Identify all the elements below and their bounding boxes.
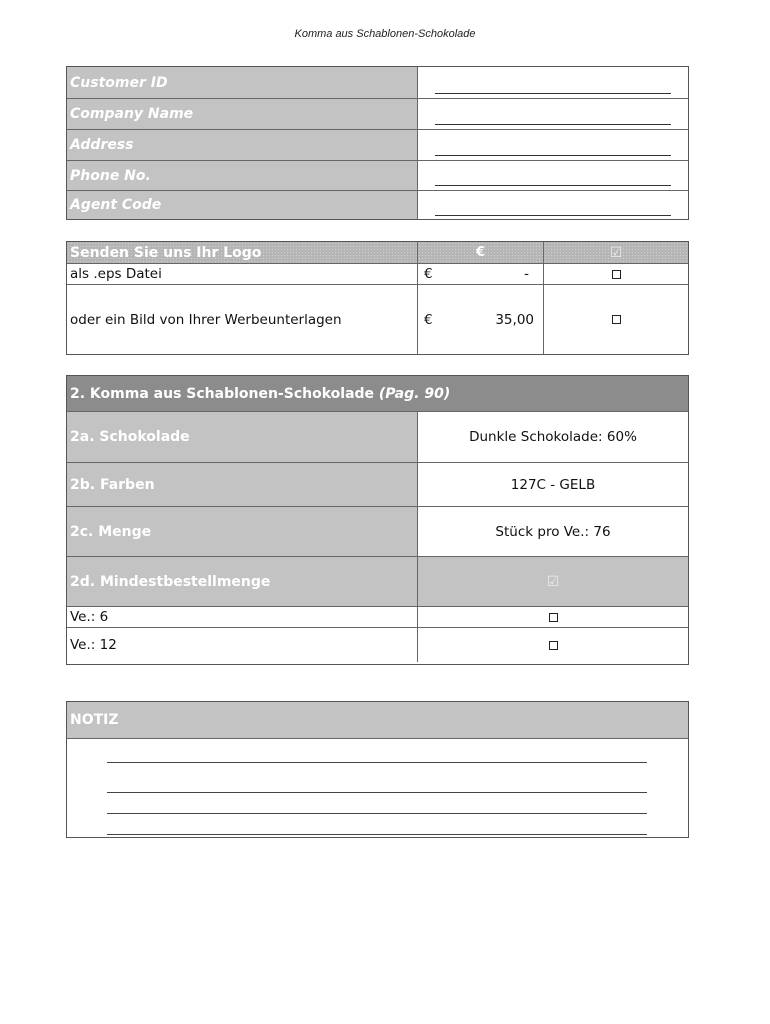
product-header-row	[67, 376, 688, 411]
euro-header: €	[418, 242, 544, 263]
product-title	[67, 376, 688, 411]
option-ve12-row	[67, 627, 688, 662]
checkbox-icon	[549, 641, 558, 650]
logo-eps-price	[418, 264, 544, 284]
notes-label: NOTIZ	[70, 712, 119, 728]
logo-eps-checkbox[interactable]	[544, 264, 688, 284]
logo-image-amount: 35,00	[495, 311, 534, 328]
company-name-row	[67, 98, 688, 129]
note-line	[107, 834, 647, 835]
euro-symbol: €	[424, 311, 433, 328]
logo-eps-row	[67, 263, 688, 284]
customer-id-row	[67, 67, 688, 98]
page-title: Komma aus Schablonen-Schokolade	[294, 28, 476, 40]
logo-image-row	[67, 284, 688, 354]
option-ve12-checkbox[interactable]	[418, 628, 688, 662]
option-ve6-row	[67, 606, 688, 627]
agent-code-row	[67, 190, 688, 219]
option-ve6-checkbox[interactable]	[418, 607, 688, 627]
option-ve6-label: Ve.: 6	[67, 607, 418, 627]
phone-field[interactable]	[418, 161, 688, 190]
notes-header-row	[67, 702, 688, 739]
company-name-label: Company Name	[67, 99, 418, 129]
colors-row	[67, 462, 688, 506]
min-order-label: 2d. Mindestbestellmenge	[67, 557, 418, 606]
note-line	[107, 792, 647, 793]
logo-table	[66, 241, 689, 355]
address-field[interactable]	[418, 130, 688, 160]
logo-eps-amount: -	[524, 266, 529, 282]
notes-box	[66, 701, 689, 838]
min-order-check-icon: ☑	[546, 573, 560, 590]
company-name-field[interactable]	[418, 99, 688, 129]
chocolate-value: Dunkle Schokolade: 60%	[469, 429, 637, 445]
logo-header-label: Senden Sie uns Ihr Logo	[67, 242, 418, 263]
chocolate-row	[67, 411, 688, 462]
product-title-main: 2. Komma aus Schablonen-Schokolade	[70, 385, 375, 402]
logo-header-row	[67, 242, 688, 263]
euro-symbol: €	[424, 266, 433, 282]
notes-area[interactable]	[67, 739, 688, 837]
note-line	[107, 813, 647, 814]
customer-id-label: Customer ID	[67, 67, 418, 98]
agent-code-label: Agent Code	[67, 191, 418, 219]
min-order-row	[67, 556, 688, 606]
address-label: Address	[67, 130, 418, 160]
logo-image-checkbox[interactable]	[544, 285, 688, 354]
logo-image-price	[418, 285, 544, 354]
quantity-label: 2c. Menge	[67, 507, 418, 556]
checkbox-icon	[612, 270, 621, 279]
checkbox-icon	[549, 613, 558, 622]
check-header-icon: ☑	[609, 244, 623, 261]
customer-info-table	[66, 66, 689, 220]
colors-value: 127C - GELB	[510, 476, 596, 493]
logo-eps-label: als .eps Datei	[67, 264, 418, 284]
address-row	[67, 129, 688, 160]
checkbox-icon	[612, 315, 621, 324]
phone-label: Phone No.	[67, 161, 418, 190]
quantity-value: Stück pro Ve.: 76	[495, 523, 611, 540]
chocolate-label: 2a. Schokolade	[67, 412, 418, 462]
agent-code-field[interactable]	[418, 191, 688, 219]
product-table	[66, 375, 689, 665]
note-line	[107, 762, 647, 763]
option-ve12-label: Ve.: 12	[67, 628, 418, 662]
product-page-ref: (Pag. 90)	[378, 385, 451, 402]
colors-label: 2b. Farben	[67, 463, 418, 506]
logo-image-label: oder ein Bild von Ihrer Werbeunterlagen	[67, 285, 418, 354]
phone-row	[67, 160, 688, 190]
quantity-row	[67, 506, 688, 556]
customer-id-field[interactable]	[418, 67, 688, 98]
